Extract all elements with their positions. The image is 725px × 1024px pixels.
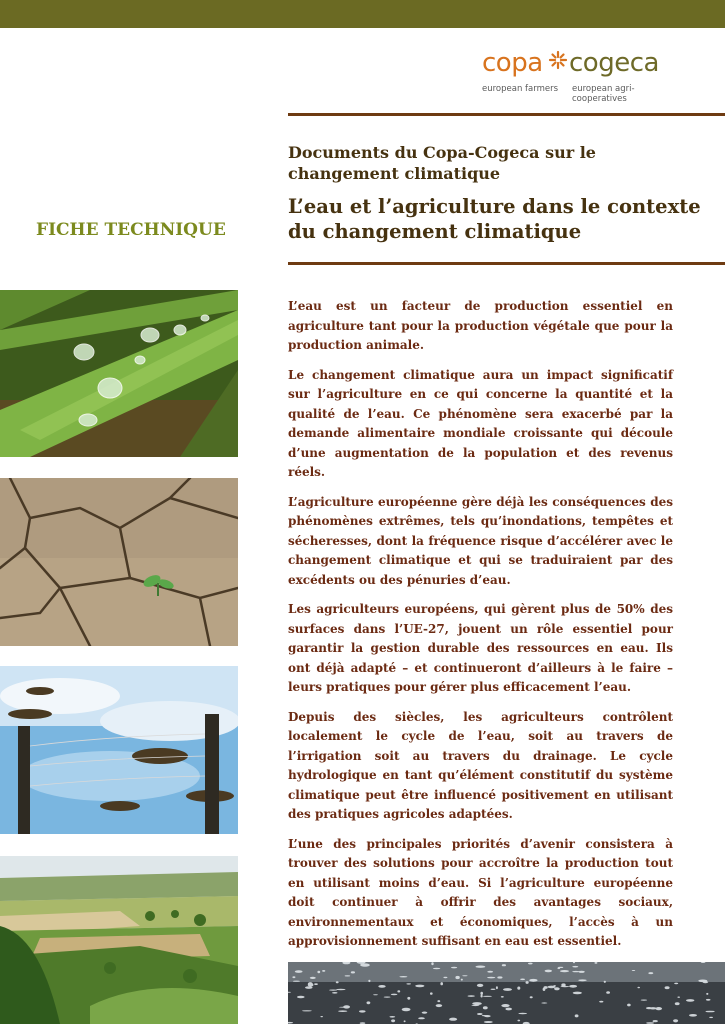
paragraph-6: L’une des principales priorités d’avenir consistera à trouver des solutions pour accroître la production tout en utilisant moins d’eau. Si l’agriculture européenne doit continuer à offrir des avantages sociaux, environnementaux et économiques, l’accès à un approvisionnement suffisant en eau est essentiel. xyxy=(288,836,673,948)
document-series: Documents du Copa-Cogeca sur le changement climatique xyxy=(288,143,596,183)
document-title: L’eau et l’agriculture dans le contexte du changement climatique xyxy=(288,195,701,243)
logo-copa-text: copa xyxy=(482,48,543,78)
logo-tagline-farmers: european farmers xyxy=(482,84,559,94)
paragraph-3: L’agriculture européenne gère déjà les conséquences des phénomènes extrêmes, tels qu’inondations, tempêtes et sécheresses, dont la fréquence risque d’accélérer avec le changement climatique et qui se traduiraient par des excédents ou des pénuries d’eau. xyxy=(288,494,673,587)
paragraph-4: Les agriculteurs européens, qui gèrent plus de 50% des surfaces dans l’UE-27, jouent un rôle essentiel pour garantir la gestion durable des ressources en eau. Ils ont déjà adapté – et continueront d’ailleurs à le faire – leurs pratiques pour gérer plus efficacement l’eau. xyxy=(288,602,673,694)
rolling-farmland-landscape-photo xyxy=(0,856,238,1024)
top-color-bar xyxy=(0,0,725,28)
logo-cogeca-text: cogeca xyxy=(569,48,659,78)
body-text xyxy=(288,297,673,962)
header-rule-bottom xyxy=(288,262,725,265)
header-rule-top xyxy=(288,113,725,116)
paragraph-2: Le changement climatique aura un impact significatif sur l’agriculture en ce qui concerne la quantité et la qualité de l’eau. Ce phénomène sera exacerbé par la demande alimentaire mondiale croissante qui découle d’une augmentation de la population et des revenus réels. xyxy=(288,367,673,479)
copa-cogeca-logo xyxy=(482,48,682,104)
paragraph-5: Depuis des siècles, les agriculteurs contrôlent localement le cycle de l’eau, soit au travers de l’irrigation soit au travers du drainage. Le cycle hydrologique en tant qu’élément constitutif du système climatique peut être influencé positivement en utilisant des pratiques agricoles adaptées. xyxy=(288,709,673,821)
sparkling-water-surface-photo xyxy=(288,962,725,1024)
logo-star-icon xyxy=(548,50,568,70)
fiche-technique-label: FICHE TECHNIQUE xyxy=(36,220,226,240)
flooded-field-with-fence-posts-photo xyxy=(0,666,238,834)
paragraph-1: L’eau est un facteur de production essentiel en agriculture tant pour la production végétale que pour la production animale. xyxy=(288,299,673,352)
logo-tagline-cooperatives: european agri-cooperatives xyxy=(572,84,635,104)
cracked-dry-soil-with-seedling-photo xyxy=(0,478,238,646)
water-droplets-on-grass-photo xyxy=(0,290,238,457)
